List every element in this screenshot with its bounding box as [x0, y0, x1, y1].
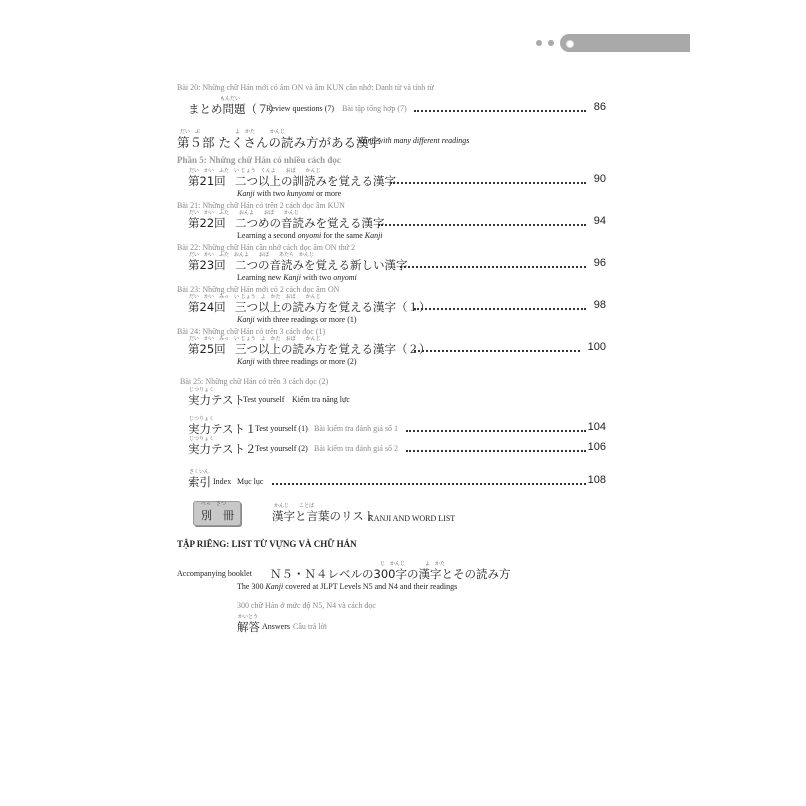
leader-dots [406, 450, 586, 452]
page-number: 96 [593, 257, 606, 269]
test2-title: 実力テスト２ [188, 442, 257, 456]
booklet-heading: TẬP RIÊNG: LIST TỪ VỰNG VÀ CHỮ HÁN [177, 539, 357, 549]
test1-vi: Bài kiểm tra đánh giá số 1 [314, 424, 398, 433]
header-dot [548, 40, 554, 46]
page-number: 86 [593, 101, 606, 113]
leader-dots [414, 308, 586, 310]
jitsuryoku-en: Test yourself [243, 395, 285, 404]
index-vi: Mục lục [237, 477, 264, 486]
test2-ruby: じつりょく [189, 436, 215, 442]
l22-en: Learning a second onyomi for the same Kanji [237, 231, 383, 240]
l24-vi: Bài 24: Những chữ Hán có trên 3 cách đọc (1) [177, 327, 326, 336]
header-dot [536, 40, 542, 46]
review7-en: Review questions (7) [266, 104, 334, 113]
page-number: 98 [593, 299, 606, 311]
l24-ruby: だい かい みっ い じょう よ かた おぼ かんじ [189, 294, 321, 300]
bessatsu-ruby: べっ さつ [201, 501, 227, 507]
test2-en: Test yourself (2) [255, 444, 308, 453]
l22-num: 第22回 [188, 216, 226, 230]
index-en: Index [213, 477, 232, 486]
leader-dots [406, 430, 586, 432]
booklet-title: Ｎ５・Ｎ４レベルの300字の漢字とその読み方 [270, 567, 511, 581]
page-number: 106 [587, 441, 606, 453]
l24-en: Kanji with three readings or more (1) [237, 315, 357, 324]
leader-dots [400, 266, 586, 268]
bessatsu-title-ruby: かんじ ことば [274, 503, 315, 509]
test1-ruby: じつりょく [189, 416, 215, 422]
header-bar [560, 34, 690, 52]
index-title: 索引 [188, 475, 211, 489]
answers-en: Answers [262, 622, 290, 631]
leader-dots [390, 182, 586, 184]
answers-title: 解答 [237, 620, 260, 634]
part5-en: Kanji with many different readings [358, 136, 470, 145]
l21-vi: Bài 21: Những chữ Hán có trên 2 cách đọc âm KUN [177, 201, 345, 210]
part5-vi: Phần 5: Những chữ Hán có nhiều cách đọc [177, 155, 341, 165]
l21-title: 二つ以上の訓読みを覚える漢字 [235, 174, 396, 188]
l21-num: 第21回 [188, 174, 226, 188]
part5-ruby: だい ぶ よ かた かんじ [180, 129, 286, 135]
leader-dots [272, 483, 586, 485]
l22-title: 二つめの音読みを覚える漢字 [235, 216, 385, 230]
test1-title: 実力テスト１ [188, 422, 257, 436]
page-number: 100 [587, 341, 606, 353]
leader-dots [414, 350, 580, 352]
page-number: 90 [593, 173, 606, 185]
l25-vi: Bài 25: Những chữ Hán có trên 3 cách đọc (2) [180, 377, 329, 386]
page-number: 108 [587, 474, 606, 486]
review7-vi: Bài tập tổng hợp (7) [342, 104, 407, 113]
l24-title: 三つ以上の読み方を覚える漢字（１） [235, 300, 431, 314]
jitsuryoku-title: 実力テスト [188, 393, 246, 407]
l22-vi: Bài 22: Những chữ Hán cần nhớ cách đọc âm ON thứ 2 [177, 243, 356, 252]
l25-en: Kanji with three readings or more (2) [237, 357, 357, 366]
index-ruby: さくいん [189, 469, 210, 475]
booklet-vi: 300 chữ Hán ở mức độ N5, N4 và cách đọc [237, 601, 376, 610]
answers-vi: Câu trả lời [293, 622, 327, 631]
l25-title: 三つ以上の読み方を覚える漢字（２） [235, 342, 431, 356]
l21-ruby: だい かい ふた い じょう くんよ おぼ かんじ [189, 168, 321, 174]
l23-title: 二つの音読みを覚える新しい漢字 [235, 258, 408, 272]
l21-en: Kanji with two kunyomi or more [237, 189, 342, 198]
l23-num: 第23回 [188, 258, 226, 272]
jitsuryoku-vi: Kiểm tra năng lực [292, 395, 350, 404]
header-dot [566, 40, 574, 48]
test2-vi: Bài kiểm tra đánh giá số 2 [314, 444, 398, 453]
l25-num: 第25回 [188, 342, 226, 356]
bessatsu-label: 別 冊 [201, 509, 234, 522]
l23-ruby: だい かい ふた おんよ おぼ あたら かんじ [189, 252, 315, 258]
leader-dots [414, 110, 586, 112]
l23-en: Learning new Kanji with two onyomi [237, 273, 357, 282]
bessatsu-en: KANJI AND WORD LIST [368, 514, 456, 523]
lesson20-note: Bài 20: Những chữ Hán mới có âm ON và âm KUN cần nhớ: Danh từ và tính từ [177, 83, 434, 92]
l24-num: 第24回 [188, 300, 226, 314]
l23-vi: Bài 23: Những chữ Hán mới có 2 cách đọc âm ON [177, 285, 340, 294]
part5-title: 第５部 たくさんの読み方がある漢字 [177, 135, 381, 150]
bessatsu-title: 漢字と言葉のリスト [272, 509, 376, 523]
page-number: 104 [587, 421, 606, 433]
l22-ruby: だい かい ふた おんよ おぼ かんじ [189, 210, 300, 216]
test1-en: Test yourself (1) [255, 424, 308, 433]
l25-ruby: だい かい みっ い じょう よ かた おぼ かんじ [189, 336, 321, 342]
review7-title: まとめ問題（７） [188, 102, 280, 116]
page-number: 94 [593, 215, 606, 227]
answers-ruby: かいとう [238, 614, 259, 620]
leader-dots [378, 224, 586, 226]
booklet-label: Accompanying booklet [177, 569, 252, 578]
booklet-en: The 300 Kanji covered at JLPT Levels N5 and N4 and their readings [237, 582, 458, 591]
booklet-ruby: じ かんじ よ かた [380, 561, 446, 567]
jitsuryoku-ruby: じつりょく [189, 387, 215, 393]
review7-ruby: もんだい [220, 96, 241, 102]
